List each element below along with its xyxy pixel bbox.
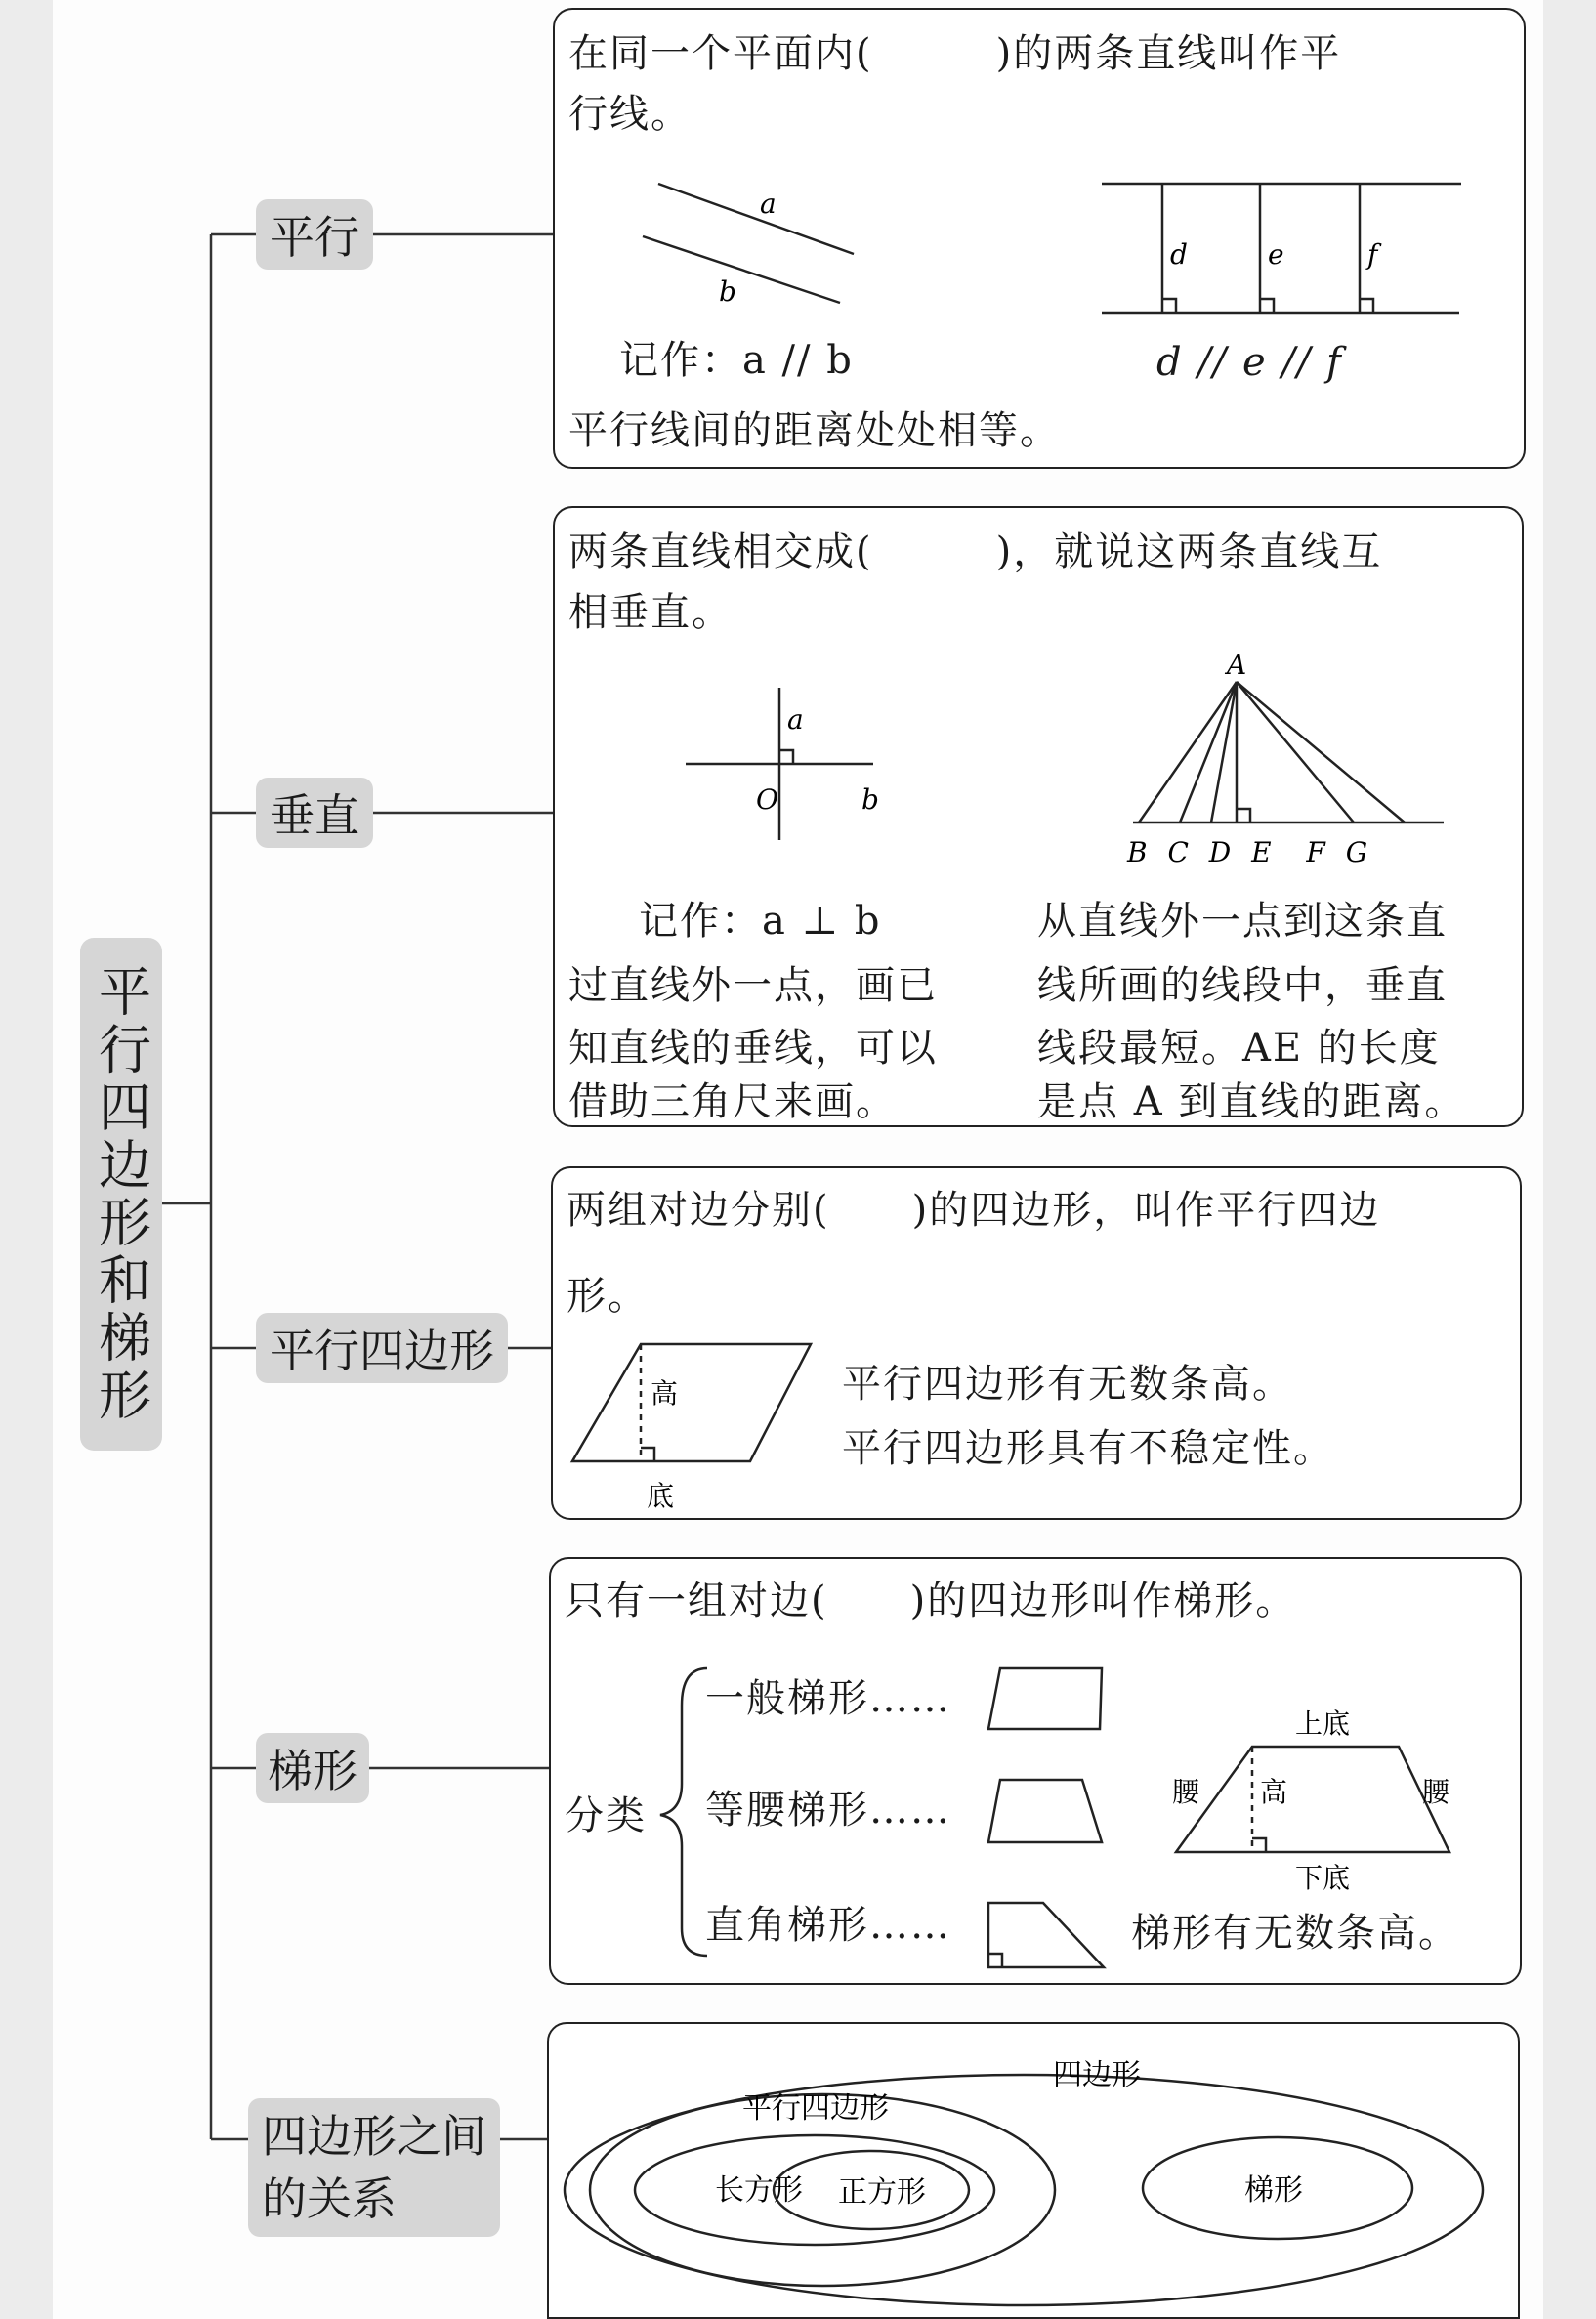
trapezoid-type-general: 一般梯形…… bbox=[705, 1676, 951, 1721]
venn-label-parallelogram: 平行四边形 bbox=[742, 2091, 889, 2126]
trapezoid-definition: 只有一组对边( )的四边形叫作梯形。 bbox=[565, 1579, 1297, 1623]
trapezoid-property: 梯形有无数条高。 bbox=[1131, 1911, 1459, 1956]
parallelogram-figure bbox=[553, 1334, 875, 1520]
perp-left-text-2: 知直线的垂线，可以 bbox=[568, 1026, 938, 1071]
label-b: b bbox=[719, 275, 736, 308]
label-e: e bbox=[1268, 238, 1284, 271]
branch-label-parallel: 平行 bbox=[256, 199, 373, 270]
trapezoid-bottom-base-label: 下底 bbox=[1295, 1862, 1351, 1894]
parallelogram-box bbox=[551, 1166, 1522, 1520]
perp-right-text-3: 线段最短。AE 的长度 bbox=[1037, 1026, 1441, 1071]
trapezoid-type-isosceles: 等腰梯形…… bbox=[705, 1788, 951, 1833]
parallel-notation-ab: 记作：a // b bbox=[619, 338, 854, 383]
parallel-notation-def: d // e // f bbox=[1156, 340, 1343, 385]
parallelogram-property-1: 平行四边形有无数条高。 bbox=[842, 1362, 1293, 1407]
parallel-definition-line2: 行线。 bbox=[568, 92, 692, 137]
perpendicular-definition-line1: 两条直线相交成( )，就说这两条直线互 bbox=[568, 529, 1383, 574]
branch-label-trapezoid: 梯形 bbox=[256, 1733, 369, 1803]
trapezoid-top-base-label: 上底 bbox=[1295, 1708, 1351, 1740]
trapezoid-box bbox=[549, 1557, 1522, 1985]
relations-label-line1: 四边形之间 bbox=[262, 2110, 486, 2163]
label-perp-a: a bbox=[787, 703, 804, 736]
branch-label-relations bbox=[248, 2098, 500, 2237]
trapezoid-type-right: 直角梯形…… bbox=[705, 1903, 951, 1948]
parallel-figures bbox=[555, 156, 1522, 352]
trapezoid-height-label: 高 bbox=[1260, 1776, 1288, 1808]
ellipse-quadrilateral bbox=[565, 2075, 1483, 2305]
perpendicular-figures bbox=[555, 645, 1522, 869]
parallel-box bbox=[553, 8, 1526, 469]
trapezoid-classify-label: 分类 bbox=[565, 1793, 647, 1838]
parallelogram-definition-line2: 形。 bbox=[567, 1274, 649, 1319]
venn-label-square: 正方形 bbox=[838, 2175, 926, 2210]
perpendicular-box bbox=[553, 506, 1524, 1127]
label-d: d bbox=[1170, 238, 1188, 271]
trapezoid-leg-right-label: 腰 bbox=[1422, 1776, 1450, 1808]
venn-label-quadrilateral: 四边形 bbox=[1053, 2058, 1141, 2092]
label-perp-o: O bbox=[756, 783, 778, 816]
relations-box bbox=[547, 2022, 1520, 2319]
perp-left-text-3: 借助三角尺来画。 bbox=[568, 1079, 897, 1124]
label-base-points: B C D E F G bbox=[1127, 836, 1374, 868]
perp-right-text-2: 线所画的线段中，垂直 bbox=[1037, 963, 1448, 1008]
perp-right-text-1: 从直线外一点到这条直 bbox=[1037, 899, 1448, 944]
relations-venn bbox=[549, 2024, 1516, 2317]
venn-label-rectangle: 长方形 bbox=[715, 2173, 803, 2208]
main-title: 平行四边形和梯形 bbox=[80, 938, 162, 1451]
parallelogram-definition-line1: 两组对边分别( )的四边形，叫作平行四边 bbox=[567, 1188, 1381, 1233]
perpendicular-definition-line2: 相垂直。 bbox=[568, 590, 733, 635]
parallelogram-property-2: 平行四边形具有不稳定性。 bbox=[842, 1426, 1334, 1471]
branch-label-perpendicular: 垂直 bbox=[256, 778, 373, 848]
perp-right-text-4: 是点 A 到直线的距离。 bbox=[1037, 1079, 1466, 1124]
parallel-definition-line1: 在同一个平面内( )的两条直线叫作平 bbox=[568, 31, 1342, 76]
label-a: a bbox=[760, 188, 777, 220]
label-point-a: A bbox=[1227, 649, 1247, 681]
ellipse-rectangle bbox=[635, 2135, 994, 2245]
relations-label-line2: 的关系 bbox=[262, 2172, 397, 2225]
venn-label-trapezoid: 梯形 bbox=[1244, 2173, 1303, 2208]
label-f: f bbox=[1367, 238, 1378, 271]
parallelogram-base-label: 底 bbox=[647, 1480, 675, 1512]
label-perp-b: b bbox=[861, 783, 879, 816]
parallel-property: 平行线间的距离处处相等。 bbox=[568, 408, 1061, 453]
line-b bbox=[643, 236, 840, 303]
perpendicular-notation: 记作：a ⊥ b bbox=[639, 899, 882, 944]
trapezoid-leg-left-label: 腰 bbox=[1172, 1776, 1200, 1808]
parallelogram-height-label: 高 bbox=[651, 1377, 679, 1410]
branch-label-parallelogram: 平行四边形 bbox=[256, 1313, 508, 1383]
line-a bbox=[658, 184, 854, 254]
perp-left-text-1: 过直线外一点，画已 bbox=[568, 963, 938, 1008]
